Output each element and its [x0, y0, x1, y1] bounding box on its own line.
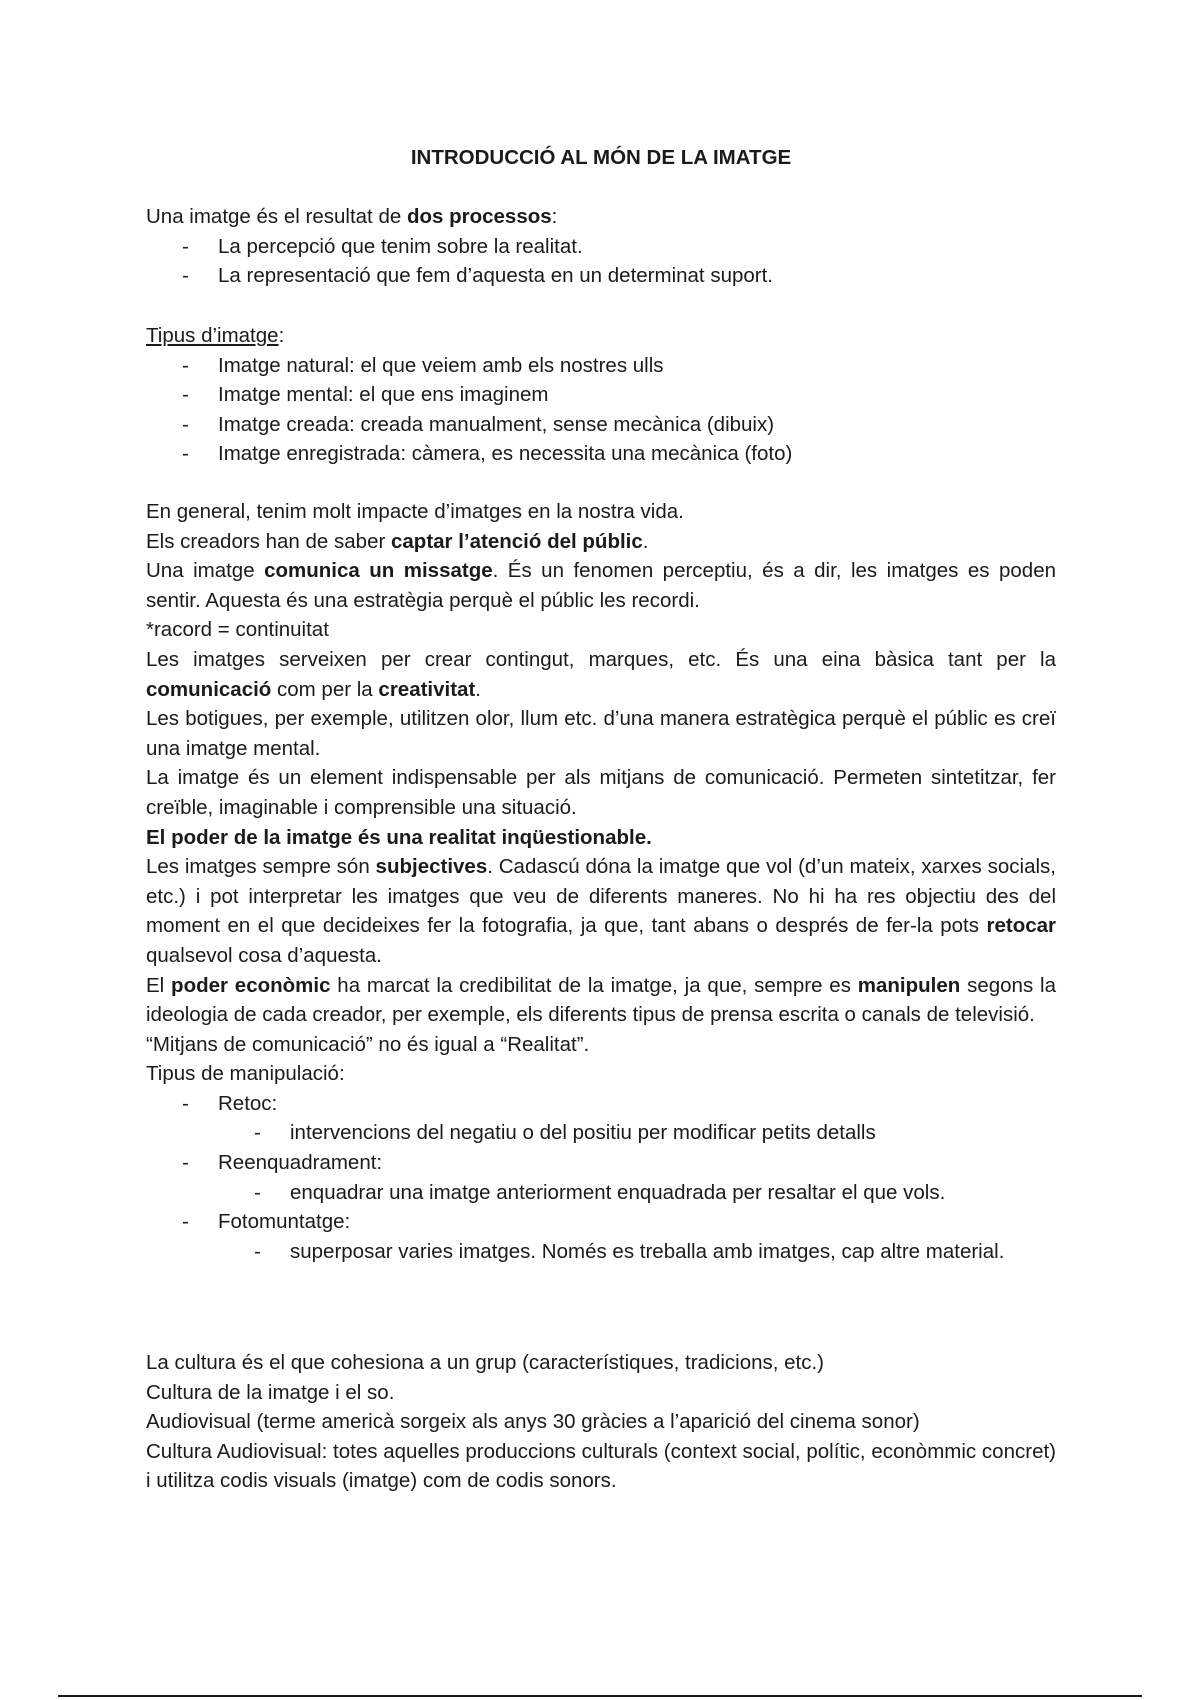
- paragraph-bold: comunica un missatge: [264, 559, 493, 583]
- dash-bullet: -: [182, 1091, 189, 1115]
- intro-section: [146, 202, 1056, 291]
- dash-bullet: -: [182, 412, 189, 436]
- paragraph-bold: subjectives: [375, 855, 488, 879]
- types-section: [146, 321, 1056, 469]
- list-item-text: Imatge creada: creada manualment, sense mecànica (dibuix): [218, 412, 775, 436]
- intro-lead: [146, 202, 1056, 232]
- dash-bullet: -: [182, 1210, 189, 1234]
- intro-lead-end: :: [551, 205, 558, 228]
- dash-bullet: -: [182, 1151, 189, 1175]
- list-item-text: La percepció que tenim sobre la realitat.: [218, 234, 583, 258]
- paragraph-bold: captar l’atenció del públic: [391, 529, 643, 553]
- paragraph: Cultura Audiovisual: totes aquelles produccions culturals (context social, polític, econòmmic concret) i utilitza codis visuals (imatge) com de codis sonors.: [146, 1439, 1056, 1493]
- paragraph: [146, 971, 1056, 1030]
- paragraph: [146, 852, 1056, 970]
- sub-list-item-text: superposar varies imatges. Només es treballa amb imatges, cap altre material.: [290, 1239, 1005, 1263]
- paragraph: Tipus de manipulació:: [146, 1062, 345, 1086]
- paragraph-text: ha marcat la credibilitat de la imatge, ja que, sempre es: [330, 973, 858, 997]
- list-item-text: Reenquadrament:: [218, 1151, 383, 1175]
- intro-lead-bold: dos processos: [406, 205, 552, 228]
- paragraph: [146, 527, 1056, 557]
- types-heading: [146, 321, 1056, 351]
- paragraph-text: .: [642, 529, 649, 553]
- paragraph: Les botigues, per exemple, utilitzen olor, llum etc. d’una manera estratègica perquè el públic es creï una imatge mental.: [146, 707, 1056, 760]
- paragraph-text: . Cadascú dóna la imatge que vol (d’un mateix, xarxes socials, etc.) i pot interpretar les imatges que veu de diferents maneres. No hi ha res objectiu des del moment en el que decideixes fer la fotografia, ja que, tant abans o després de fer-la pots: [146, 855, 1056, 938]
- paragraph: *racord = continuitat: [146, 618, 329, 642]
- paragraph-bold: poder econòmic: [171, 973, 331, 997]
- list-item: [146, 1148, 1056, 1178]
- dash-bullet: -: [182, 234, 189, 258]
- dash-bullet: -: [182, 383, 189, 407]
- sub-list-item: [146, 1178, 1056, 1208]
- list-item-text: Imatge natural: el que veiem amb els nostres ulls: [218, 353, 664, 377]
- list-item: [146, 232, 1056, 262]
- culture-section: [146, 1348, 1056, 1496]
- dash-bullet: -: [182, 442, 189, 466]
- list-item: [146, 351, 1056, 381]
- sub-list-item-text: enquadrar una imatge anteriorment enquadrada per resaltar el que vols.: [290, 1180, 946, 1204]
- paragraph: [146, 556, 1056, 615]
- list-item: [146, 1207, 1056, 1237]
- paragraph-text: El: [146, 973, 172, 997]
- paragraph-text: Els creadors han de saber: [146, 529, 391, 553]
- dash-bullet: -: [254, 1180, 261, 1204]
- paragraph-bold: manipulen: [857, 973, 961, 997]
- list-item: [146, 410, 1056, 440]
- paragraph-bold-line: El poder de la imatge és una realitat inqüestionable.: [146, 825, 652, 849]
- paragraph-text: qualsevol cosa d’aquesta.: [146, 943, 382, 967]
- paragraph-text: Una imatge: [146, 559, 265, 583]
- dash-bullet: -: [182, 353, 189, 377]
- types-heading-colon: :: [278, 324, 285, 347]
- sub-list-item: [146, 1237, 1056, 1267]
- intro-lead-text: Una imatge és el resultat de: [146, 205, 407, 228]
- list-item-text: Fotomuntatge:: [218, 1210, 351, 1234]
- paragraph-bold: retocar: [986, 914, 1056, 938]
- paragraph-text: Les imatges serveixen per crear contingut, marques, etc. És una eina bàsica tant per la: [146, 647, 1056, 671]
- dash-bullet: -: [254, 1239, 261, 1263]
- body-section: [146, 497, 1056, 1266]
- paragraph-text: . És un fenomen perceptiu, és a dir, les imatges es poden sentir. Aquesta és una estratègia perquè el públic les recordi.: [146, 559, 1057, 612]
- list-item: [146, 439, 1056, 469]
- types-heading-text: Tipus d’imatge: [146, 324, 279, 347]
- paragraph: [146, 645, 1056, 704]
- list-item-text: Imatge mental: el que ens imaginem: [218, 383, 549, 407]
- sub-list-item-text: intervencions del negatiu o del positiu per modificar petits detalls: [290, 1121, 876, 1145]
- paragraph-text: com per la: [271, 677, 379, 701]
- page-title: INTRODUCCIÓ AL MÓN DE LA IMATGE: [410, 146, 792, 169]
- paragraph: La imatge és un element indispensable per als mitjans de comunicació. Permeten sintetitzar, fer creïble, imaginable i comprensible una situació.: [146, 766, 1056, 819]
- sub-list-item: [146, 1118, 1056, 1148]
- paragraph-bold: creativitat: [378, 677, 476, 701]
- paragraph: “Mitjans de comunicació” no és igual a “Realitat”.: [146, 1032, 590, 1056]
- list-item-text: La representació que fem d’aquesta en un determinat suport.: [218, 264, 773, 288]
- paragraph-text: .: [475, 677, 481, 701]
- dash-bullet: -: [182, 264, 189, 288]
- paragraph-text: segons la ideologia de cada creador, per exemple, els diferents tipus de prensa escrita o canals de televisió.: [146, 973, 1056, 1027]
- list-item: [146, 1089, 1056, 1119]
- paragraph: Audiovisual (terme americà sorgeix als anys 30 gràcies a l’aparició del cinema sonor): [146, 1410, 920, 1434]
- footer-divider: [58, 1695, 1142, 1697]
- paragraph: Cultura de la imatge i el so.: [146, 1380, 395, 1404]
- paragraph-bold: comunicació: [146, 677, 272, 701]
- dash-bullet: -: [254, 1121, 261, 1145]
- list-item: [146, 380, 1056, 410]
- paragraph: La cultura és el que cohesiona a un grup (característiques, tradicions, etc.): [146, 1351, 825, 1374]
- paragraph: En general, tenim molt impacte d’imatges en la nostra vida.: [146, 500, 684, 523]
- list-item-text: Imatge enregistrada: càmera, es necessita una mecànica (foto): [218, 442, 793, 466]
- list-item-text: Retoc:: [218, 1091, 278, 1115]
- list-item: [146, 261, 1056, 291]
- paragraph-text: Les imatges sempre són: [146, 855, 376, 879]
